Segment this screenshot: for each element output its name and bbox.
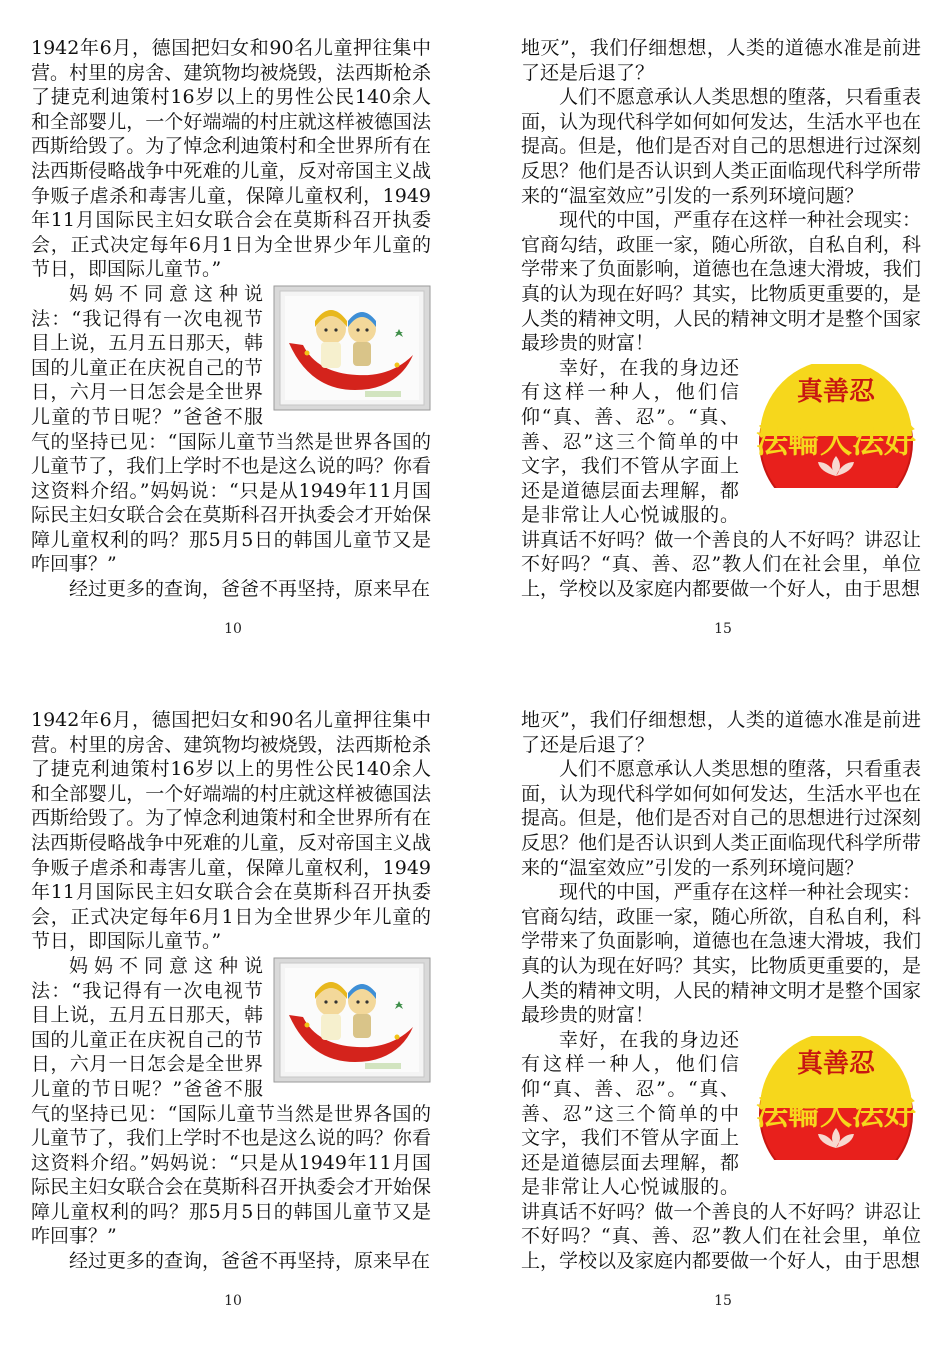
paragraph: 人们不愿意承认人类思想的堕落，只看重表面，认为现代科学如何如何发达，生活水平也在提高。但是，他们是否对自己的思想进行过深刻反思？他们是否认识到人类正面临现代科学所带来的“温室效应”引发的一系列环境问题？ <box>521 86 921 207</box>
page-right-column <box>521 708 921 1274</box>
page-number: 10 <box>224 621 242 637</box>
page-spread-top <box>0 0 950 672</box>
paragraph: 妈妈不同意这种说法：“我记得有一次电视节目上说，五月五日那天，韩国的儿童正在庆祝自己的节日，六月一日怎会是全世界儿童的节日呢？”爸爸不服气的坚持已见：“国际儿童节当然是世界各国的儿童节了，我们上学时不也是这么说的吗？你看这资料介绍。”妈妈说：“只是从1949年11月国际民主妇女联合会在莫斯科召开执委会才开始保障儿童权利的吗？那5月5日的韩国儿童节又是咋回事？” <box>31 954 431 1248</box>
paragraph <box>521 1028 921 1274</box>
paragraph: 妈妈不同意这种说法：“我记得有一次电视节目上说，五月五日那天，韩国的儿童正在庆祝自己的节日，六月一日怎会是全世界儿童的节日呢？”爸爸不服气的坚持已见：“国际儿童节当然是世界各国的儿童节了，我们上学时不也是这么说的吗？你看这资料介绍。”妈妈说：“只是从1949年11月国际民主妇女联合会在莫斯科召开执委会才开始保障儿童权利的吗？那5月5日的韩国儿童节又是咋回事？” <box>31 282 431 576</box>
paragraph: 地灭”，我们仔细想想，人类的道德水准是前进了还是后退了？ <box>521 709 921 756</box>
page-right-column <box>521 36 921 602</box>
page-left-column <box>31 708 431 1274</box>
paragraph: 地灭”，我们仔细想想，人类的道德水准是前进了还是后退了？ <box>521 37 921 84</box>
page-number: 15 <box>714 1293 732 1309</box>
paragraph <box>521 356 921 602</box>
falun-dafa-badge <box>747 364 925 512</box>
paragraph: 1942年6月，德国把妇女和90名儿童押往集中营。村里的房舍、建筑物均被烧毁，法西斯枪杀了捷克利迪策村16岁以上的男性公民140余人和全部婴儿，一个好端端的村庄就这样被德国法西斯给毁了。为了悼念利迪策村和全世界所有在法西斯侵略战争中死难的儿童，反对帝国主义战争贩子虐杀和毒害儿童，保障儿童权利，1949年11月国际民主妇女联合会在莫斯科召开执委会，正式决定每年6月1日为全世界少年儿童的节日，即国际儿童节。” <box>31 709 431 953</box>
framed-child-artwork <box>273 285 431 411</box>
paragraph: 经过更多的查询，爸爸不再坚持，原来早在 <box>69 1250 431 1273</box>
framed-child-artwork <box>273 957 431 1083</box>
paragraph: 人们不愿意承认人类思想的堕落，只看重表面，认为现代科学如何如何发达，生活水平也在提高。但是，他们是否对自己的思想进行过深刻反思？他们是否认识到人类正面临现代科学所带来的“温室效应”引发的一系列环境问题？ <box>521 758 921 879</box>
paragraph: 现代的中国，严重存在这样一种社会现实：官商勾结，政匪一家，随心所欲，自私自利，科学带来了负面影响，道德也在急速大滑坡，我们真的认为现在好吗？其实，比物质更重要的，是人类的精神文明，人民的精神文明才是整个国家最珍贵的财富！ <box>521 209 921 355</box>
falun-dafa-badge <box>747 1036 925 1184</box>
badge-bottom-text: 法輪大法好 <box>755 1093 917 1132</box>
page-spread-bottom <box>0 672 950 1344</box>
badge-bottom-text: 法輪大法好 <box>755 421 917 460</box>
paragraph-text: 幸好，在我的身边还有这样一种人，他们信仰“真、善、忍”。“真、善、忍”这三个简单的中文字，我们不管从字面上还是道德层面去理解，都是非常让人心悦诚服的。讲真话不好吗？做一个善良的人不好吗？讲忍让不好吗？“真、善、忍”教人们在社会里，单位上，学校以及家庭内都要做一个好人，由于思想 <box>521 356 921 601</box>
badge-top-text: 真善忍 <box>796 376 876 407</box>
paragraph-text: 幸好，在我的身边还有这样一种人，他们信仰“真、善、忍”。“真、善、忍”这三个简单的中文字，我们不管从字面上还是道德层面去理解，都是非常让人心悦诚服的。讲真话不好吗？做一个善良的人不好吗？讲忍让不好吗？“真、善、忍”教人们在社会里，单位上，学校以及家庭内都要做一个好人，由于思想 <box>521 1028 921 1273</box>
paragraph: 1942年6月，德国把妇女和90名儿童押往集中营。村里的房舍、建筑物均被烧毁，法西斯枪杀了捷克利迪策村16岁以上的男性公民140余人和全部婴儿，一个好端端的村庄就这样被德国法西斯给毁了。为了悼念利迪策村和全世界所有在法西斯侵略战争中死难的儿童，反对帝国主义战争贩子虐杀和毒害儿童，保障儿童权利，1949年11月国际民主妇女联合会在莫斯科召开执委会，正式决定每年6月1日为全世界少年儿童的节日，即国际儿童节。” <box>31 37 431 281</box>
page-left-column <box>31 36 431 602</box>
page-number: 10 <box>224 1293 242 1309</box>
page-number: 15 <box>714 621 732 637</box>
paragraph: 经过更多的查询，爸爸不再坚持，原来早在 <box>69 578 431 601</box>
paragraph: 现代的中国，严重存在这样一种社会现实：官商勾结，政匪一家，随心所欲，自私自利，科学带来了负面影响，道德也在急速大滑坡，我们真的认为现在好吗？其实，比物质更重要的，是人类的精神文明，人民的精神文明才是整个国家最珍贵的财富！ <box>521 881 921 1027</box>
badge-top-text: 真善忍 <box>796 1048 876 1079</box>
